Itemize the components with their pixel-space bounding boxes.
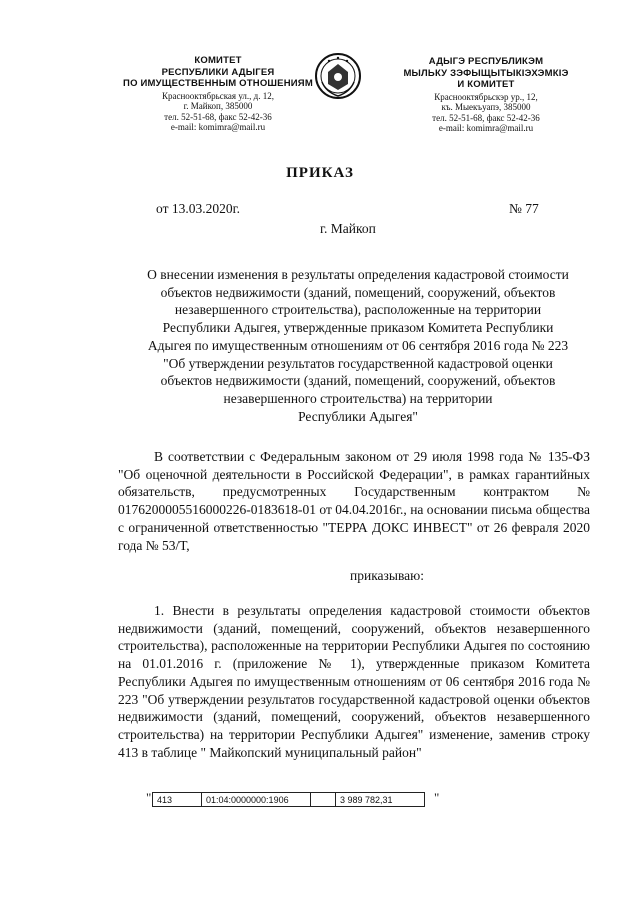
subject-line: незавершенного строительства), расположенные на территории [174, 302, 542, 318]
document-number: № 77 [509, 201, 539, 216]
close-quote: " [434, 790, 440, 805]
phones-ru: тел. 52-51-68, факс 52-42-36 [164, 111, 272, 122]
address-ru-line1: Красноoктябрьская ул., д. 12, [162, 90, 274, 101]
table-cell-empty [311, 793, 336, 807]
item-1-paragraph: 1. Внести в результаты определения кадастровой стоимости объектов недвижимости (зданий, помещений, сооружений, объектов незавершенного строительства), расположенные на территории Республики Адыгея по состоянию на 01.01.2016 г. (приложение № 1), утвержденные приказом Комитета Республики Адыгея по имущественным отношениям от 06 сентября 2016 года № 223 "Об утверждении результатов государственной кадастровой оценки объектов недвижимости (зданий, помещений, сооружений, объектов незавершенного строительства) на территории Республики Адыгея" изменение, заменив строку 413 в таблице " Майкопский муниципальный район" [118, 603, 590, 760]
document-city: г. Майкоп [320, 221, 376, 236]
document-subject [118, 266, 598, 425]
email-ru: e-mail: komimra@mail.ru [170, 122, 266, 132]
org-name-ady-line1: АДЫГЭ РЕСПУБЛИКЭМ [428, 56, 544, 67]
org-name-ru-line1: КОМИТЕТ [194, 55, 242, 66]
document-date: от 13.03.2020г. [156, 201, 240, 216]
address-ru-line2: г. Майкоп, 385000 [183, 101, 253, 111]
org-name-ady-line2: МЫЛЬКУ ЗЭФЫЩЫТЫКІЭХЭМКІЭ [403, 67, 569, 79]
address-ady-line2: къ. Мыекъуапэ, 385000 [441, 102, 531, 112]
subject-line: объектов недвижимости (зданий, помещений, сооружений, объектов [160, 373, 556, 389]
table-cell-row-number: 413 [153, 793, 202, 807]
org-name-ady-line3: И КОМИТЕТ [457, 79, 515, 90]
org-name-ru-line2: РЕСПУБЛИКИ АДЫГЕЯ [161, 66, 275, 78]
table-row [153, 793, 425, 807]
header-left [112, 55, 324, 133]
preamble-paragraph: В соответствии с Федеральным законом от 29 июля 1998 года № 135-ФЗ "Об оценочной деятельности в Российской Федерации", в рамках гарантийных обязательств, предусмотренных Государственным контрактом № 0176200005516000226-0183618-01 от 04.04.2016г., на основании письма общества с ограниченной ответственностью "ТЕРРА ДОКС ИНВЕСТ" от 26 февраля 2020 года № 53/Т, [118, 449, 590, 553]
open-quote: " [146, 790, 152, 805]
subject-line: Республики Адыгея, утвержденные приказом Комитета Республики [162, 320, 554, 336]
document-title: ПРИКАЗ [286, 165, 354, 181]
order-word: приказываю: [350, 568, 424, 583]
replacement-table-row [146, 790, 440, 807]
address-ady-line1: Красноoктябрьскэр ур., 12, [434, 91, 538, 102]
subject-line: "Об утверждении результатов государственной кадастровой оценки [163, 355, 553, 371]
subject-line: незавершенного строительства) на территории [223, 390, 493, 406]
subject-line: Республики Адыгея" [298, 408, 418, 424]
table-cell-cadastral-number: 01:04:0000000:1906 [202, 793, 311, 807]
subject-line: Адыгея по имущественным отношениям от 06 сентября 2016 года № 223 [147, 337, 569, 353]
subject-line: О внесении изменения в результаты определения кадастровой стоимости [147, 267, 569, 282]
table [152, 792, 425, 807]
org-name-ru-line3: ПО ИМУЩЕСТВЕННЫМ ОТНОШЕНИЯМ [123, 78, 313, 89]
email-ady: e-mail: komimra@mail.ru [438, 123, 534, 133]
coat-of-arms-emblem-icon [314, 52, 362, 100]
header-right [386, 56, 586, 134]
phones-ady: тел. 52-51-68, факс 52-42-36 [432, 112, 540, 123]
table-cell-cadastral-value: 3 989 782,31 [336, 793, 425, 807]
subject-line: объектов недвижимости (зданий, помещений, сооружений, объектов [160, 284, 556, 300]
